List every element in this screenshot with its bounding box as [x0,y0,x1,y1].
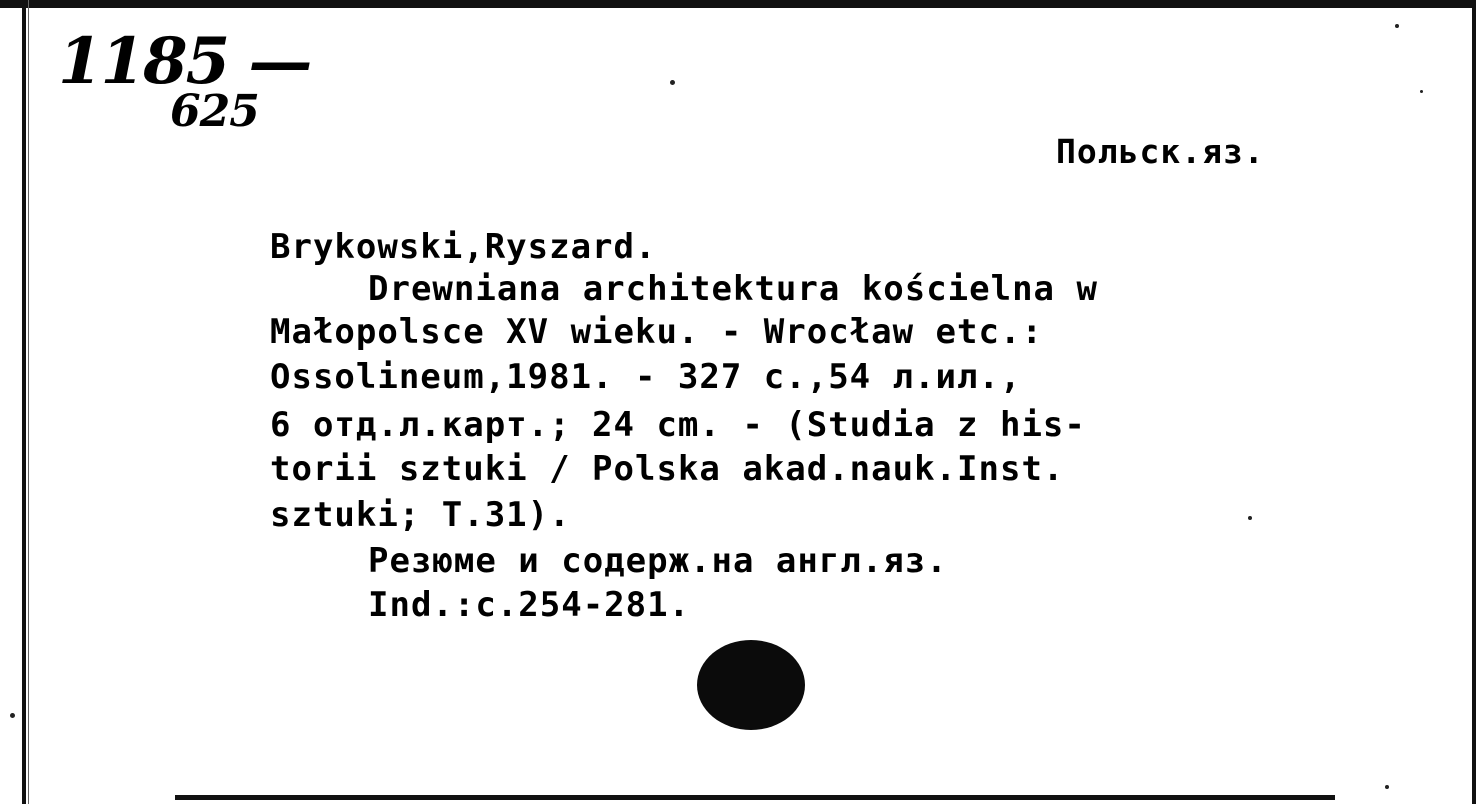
card-bottom-line [175,795,1335,800]
subject-label: Польск.яз. [1056,132,1265,171]
author-heading: Brykowski,Ryszard. [270,227,657,267]
speck [1420,90,1423,93]
speck [1395,24,1399,28]
collation-line: 6 отд.л.карт.; 24 cm. - (Studia z his- [270,405,1086,445]
speck [1248,516,1252,520]
series-line-1: torii sztuki / Polska akad.nauk.Inst. [270,449,1065,489]
speck [1385,785,1389,789]
card-left-edge [22,0,26,804]
punch-hole [697,640,805,730]
card-right-edge [1472,0,1476,804]
title-line-1: Drewniana architektura kościelna w [368,269,1098,309]
imprint-line: Ossolineum,1981. - 327 с.,54 л.ил., [270,357,1022,397]
speck [10,713,15,718]
note-summary: Резюме и содерж.на англ.яз. [368,541,948,581]
series-line-2: sztuki; T.31). [270,495,571,535]
call-number-bottom: 625 [170,86,259,137]
note-index: Ind.:c.254-281. [368,585,691,625]
card-top-edge [0,0,1476,8]
title-line-2: Małopolsce XV wieku. - Wrocław etc.: [270,312,1043,352]
speck [670,80,675,85]
card-left-edge-inner [28,0,29,804]
call-number-top: 1185 — [58,24,311,99]
